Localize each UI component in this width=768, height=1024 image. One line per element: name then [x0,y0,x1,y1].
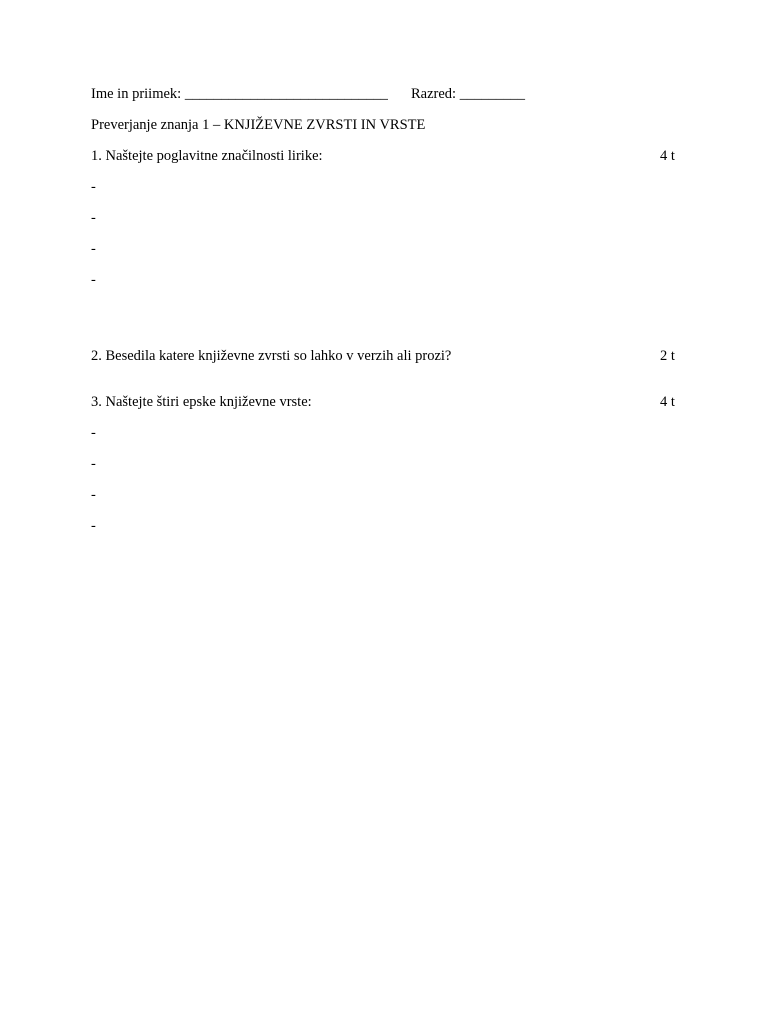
question-3-bullet-4: - [91,518,96,534]
question-3-bullet-3: - [91,487,96,503]
question-3-bullet-1: - [91,425,96,441]
question-3-bullet-2: - [91,456,96,472]
question-1-bullet-2: - [91,210,96,226]
question-2-text: 2. Besedila katere književne zvrsti so lahko v verzih ali prozi? [91,348,452,364]
question-1-points: 4 t [660,148,675,164]
question-1-bullet-1: - [91,179,96,195]
question-1-bullet-3: - [91,241,96,257]
name-field-label: Ime in priimek: ____________________________ [91,86,388,102]
worksheet-title: Preverjanje znanja 1 – KNJIŽEVNE ZVRSTI IN VRSTE [91,117,426,133]
question-3-text: 3. Naštejte štiri epske književne vrste: [91,394,312,410]
class-field-label: Razred: _________ [411,86,525,102]
question-3-points: 4 t [660,394,675,410]
question-2-points: 2 t [660,348,675,364]
question-1-text: 1. Naštejte poglavitne značilnosti lirike: [91,148,323,164]
question-1-bullet-4: - [91,272,96,288]
